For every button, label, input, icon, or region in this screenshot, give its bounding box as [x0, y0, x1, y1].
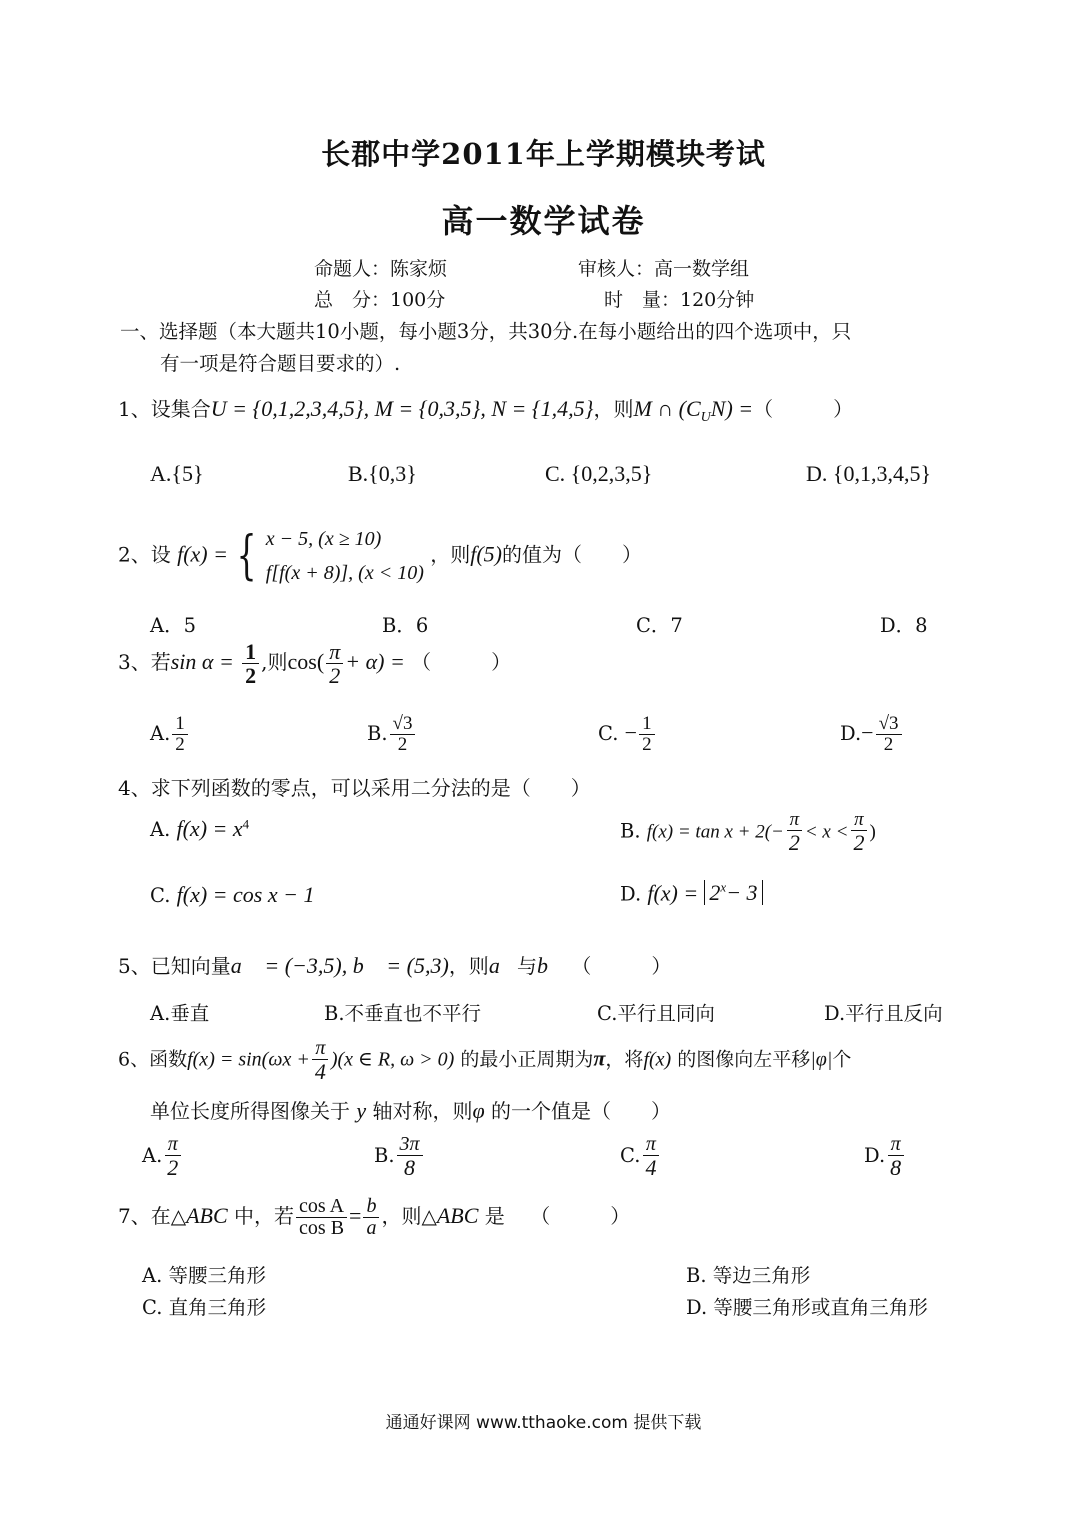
q6-option-c[interactable]: C. $\frac{\pi}{4}$ — [620, 1134, 661, 1179]
q3-cos: cos( — [287, 649, 325, 675]
q5-option-a[interactable]: A.垂直 — [150, 1002, 210, 1025]
q2-option-b[interactable]: B．6 — [382, 614, 429, 637]
q4-option-b[interactable]: B. f(x) = tan x + 2(− $\frac{\pi}{2}$ < x < $\frac{\pi}{2}$ ) — [620, 809, 876, 855]
q3-mid: ,则 — [261, 650, 288, 675]
q3-pi-over-2: $\frac{\pi}{2}$ — [326, 640, 343, 687]
q2-case1: x − 5, (x ≥ 10) — [265, 528, 382, 550]
q7-b-over-a: $\frac{b}{a}$ — [363, 1196, 379, 1239]
question-4: 4、求下列函数的零点，可以采用二分法的是（ ） — [118, 776, 591, 800]
q5-vectors: a⃗ = (−3,5), b⃗ = (5,3) — [230, 953, 449, 978]
q1-sub: U — [700, 410, 711, 425]
q3-tail: + α) = — [345, 649, 405, 675]
section-heading-line2: 有一项是符合题目要求的）. — [160, 352, 401, 375]
q2-option-c[interactable]: C．7 — [636, 614, 683, 637]
q6-option-b[interactable]: B. $\frac{3\pi}{8}$ — [374, 1134, 425, 1179]
q3-blank: （ ） — [411, 650, 512, 675]
question-1 — [118, 393, 853, 426]
q7-option-a[interactable]: A. 等腰三角形 — [142, 1264, 266, 1287]
q1-mid: ，则 — [593, 397, 634, 421]
q1-prefix: 1、设集合 — [118, 397, 211, 421]
q5-option-b[interactable]: B.不垂直也不平行 — [324, 1002, 482, 1025]
question-6-line2: 单位长度所得图像关于 y 轴对称，则φ 的一个值是（ ） — [150, 1098, 672, 1123]
q4-option-a[interactable]: A. $f(x) = x^4$ — [150, 816, 250, 841]
q1-expr2: N) = — [710, 396, 754, 421]
q2-mid: ，则 — [430, 542, 471, 567]
footer-source: 通通好课网 www.tthaoke.com 提供下载 — [385, 1413, 702, 1433]
question-5: 5、已知向量a⃗ = (−3,5), b⃗ = (5,3)，则a⃗与b⃗ （ ） — [118, 953, 672, 978]
question-7: 7、在△ABC 中，若 $\frac{\text{cos A}}{\text{cos B}}$ = $\frac{b}{a}$ ，则△ABC 是 （ ） — [118, 1195, 631, 1239]
q7-cos-frac: $\frac{\text{cos A}}{\text{cos B}}$ — [296, 1196, 347, 1239]
q3-a-frac: $\frac{1}{2}$ — [172, 714, 188, 755]
q3-b-frac: $\frac{√3}{2}$ — [390, 714, 416, 755]
q2-option-d[interactable]: D．8 — [880, 614, 928, 637]
q6-option-d[interactable]: D. $\frac{\pi}{8}$ — [864, 1134, 906, 1179]
q4-b-frac1: $\frac{\pi}{2}$ — [786, 810, 803, 854]
q2-case2: f[f(x + 8)], (x < 10) — [265, 562, 424, 584]
q2-cases — [266, 522, 424, 590]
q3-option-c[interactable]: C. − $\frac{1}{2}$ — [598, 714, 657, 755]
question-6: 6、函数f(x) = sin(ωx + $\frac{\pi}{4}$ )(x ∈ R, ω > 0) 的最小正周期为π，将f(x) 的图像向左平移|φ|个 — [118, 1037, 852, 1084]
q2-f5: f(5) — [470, 541, 502, 567]
total-score: 总 分：100分 — [314, 289, 446, 311]
exam-title: 长郡中学2011年上学期模块考试 — [321, 137, 766, 171]
reviewer: 审核人：高一数学组 — [578, 258, 750, 280]
section-heading-line1: 一、选择题（本大题共10小题，每小题3分，共30分.在每小题给出的四个选项中，只 — [120, 320, 852, 343]
q1-option-a[interactable]: A.{5} — [150, 461, 204, 486]
q1-expr: M ∩ (C — [633, 396, 701, 421]
question-3 — [118, 640, 511, 687]
q1-sets: U = {0,1,2,3,4,5}, M = {0,3,5}, N = {1,4,5} — [210, 396, 594, 421]
time-limit: 时 量：120分钟 — [604, 289, 755, 311]
q3-option-d[interactable]: D.− $\frac{√3}{2}$ — [840, 714, 904, 755]
q1-blank: （ ） — [753, 397, 854, 421]
q6-pi-over-4: $\frac{\pi}{4}$ — [312, 1038, 329, 1083]
exam-subtitle: 高一数学试卷 — [441, 202, 646, 240]
q7-option-c[interactable]: C. 直角三角形 — [142, 1296, 267, 1319]
q3-d-frac: $\frac{√3}{2}$ — [876, 714, 902, 755]
q2-brace: { — [236, 526, 257, 586]
q3-half: $\frac{1}{2}$ — [242, 640, 259, 687]
q2-fx: f(x) = — [177, 541, 228, 567]
q4-d-abs: $2^x- 3$ — [704, 880, 762, 905]
q2-suffix: 的值为（ ） — [501, 542, 642, 567]
q2-prefix: 2、设 — [118, 542, 171, 567]
q7-option-b[interactable]: B. 等边三角形 — [686, 1264, 811, 1287]
author: 命题人：陈家烦 — [314, 258, 448, 280]
q7-option-d[interactable]: D. 等腰三角形或直角三角形 — [686, 1296, 928, 1319]
q3-option-b[interactable]: B. $\frac{√3}{2}$ — [367, 714, 417, 755]
question-2 — [118, 522, 642, 590]
q1-option-b[interactable]: B.{0,3} — [348, 461, 417, 486]
q2-option-a[interactable]: A．5 — [150, 614, 196, 637]
q4-b-frac2: $\frac{\pi}{2}$ — [850, 810, 867, 854]
q5-option-c[interactable]: C.平行且同向 — [597, 1002, 715, 1025]
q1-option-d[interactable]: D. {0,1,3,4,5} — [806, 461, 932, 486]
q3-sin: sin α = — [170, 649, 234, 675]
q5-option-d[interactable]: D.平行且反向 — [824, 1002, 943, 1025]
q3-option-a[interactable]: A. $\frac{1}{2}$ — [150, 714, 190, 755]
q4-option-d[interactable]: D. $f(x) = 2^x- 3$ — [620, 880, 763, 906]
q1-option-c[interactable]: C. {0,2,3,5} — [545, 461, 653, 486]
q3-c-frac: $\frac{1}{2}$ — [639, 714, 655, 755]
q4-option-c[interactable]: C. f(x) = cos x − 1 — [150, 882, 315, 907]
q6-option-a[interactable]: A. $\frac{\pi}{2}$ — [142, 1134, 183, 1179]
q3-prefix: 3、若 — [118, 650, 171, 675]
